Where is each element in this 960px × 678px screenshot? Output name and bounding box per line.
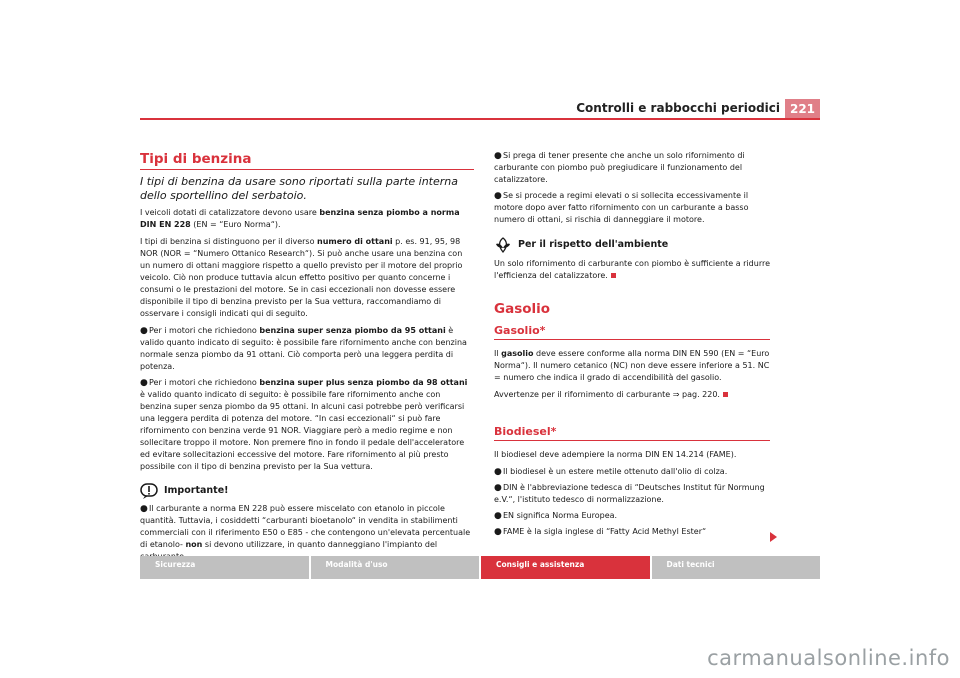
- page-reference-link[interactable]: Avvertenze per il rifornimento di carburante ⇒ pag. 220.: [494, 390, 720, 399]
- bold-run: gasolio: [501, 349, 534, 358]
- list-item: [140, 503, 474, 563]
- text-run: è valido quanto indicato di seguito: è possibile fare rifornimento anche con benzina super senza piombo da 95 ottani. In alcuni casi potrebbe però verificarsi una leggera perdita di potenza del motore. “In casi eccezionali“ si può fare rifornimento con benzina verde 91 NOR. Viaggiare però a medio regime e non sollecitare troppo il motore. Non premere fino in fondo il pedale dell'acceleratore ed evitare sollecitazioni eccessive del motore. Fare rifornimento al più presto possibile con il tipo di benzina previsto per la Sua vettura.: [140, 390, 465, 471]
- text-run: Un solo rifornimento di carburante con piombo è sufficiente a ridurre l'efficienza del catalizzatore.: [494, 259, 771, 280]
- list-item: [494, 466, 770, 478]
- text-run: è valido quanto indicato di seguito: è possibile fare rifornimento anche con benzina normale senza piombo da 91 ottani. Ciò comporta però una leggera perdita di potenza.: [140, 326, 467, 371]
- text-run: (EN = “Euro Norma“).: [190, 220, 281, 229]
- text-run: Il carburante a norma EN 228 può essere miscelato con etanolo in piccole quantità. Tuttavia, i cosiddetti “carburanti bioetanolo“ in vendita in stabilimenti commerciali con il riferimento E50 o E85 - che contengono un'elevata percentuale di etanolo-: [140, 504, 471, 549]
- list-item: [494, 482, 770, 506]
- text-run: Se si procede a regimi elevati o si sollecita eccessivamente il motore dopo aver fatto rifornimento con un carburante a basso numero di ottani, si rischia di danneggiare il motore.: [494, 191, 749, 224]
- important-note-header: [140, 483, 474, 499]
- next-page-arrow-icon[interactable]: [770, 532, 777, 542]
- bullet-icon: ●: [494, 467, 502, 477]
- list-item: [140, 325, 474, 373]
- text-run: I veicoli dotati di catalizzatore devono usare: [140, 208, 320, 217]
- text-run: Per i motori che richiedono: [149, 326, 260, 335]
- bullet-icon: ●: [140, 326, 148, 336]
- text-run: FAME è la sigla inglese di “Fatty Acid Methyl Ester“: [503, 527, 707, 536]
- text-run: Il biodiesel è un estere metile ottenuto dall'olio di colza.: [503, 467, 728, 476]
- lead-text: I tipi di benzina da usare sono riportati sulla parte interna dello sportellino del serbatoio.: [140, 175, 459, 202]
- tab-dati-tecnici[interactable]: Dati tecnici: [652, 556, 821, 579]
- header-rule: [140, 118, 820, 120]
- subheading-biodiesel: Biodiesel*: [494, 425, 557, 438]
- list-item: [494, 510, 770, 522]
- bullet-icon: ●: [494, 191, 502, 201]
- text-run: deve essere conforme alla norma DIN EN 590 (EN = “Euro Norma“). Il numero cetanico (NC) non deve essere inferiore a 51. NC = numero che indica il grado di accendibilità del gasolio.: [494, 349, 770, 382]
- paragraph-ottani: [140, 236, 474, 320]
- text-run: Si prega di tener presente che anche un solo rifornimento di carburante con piombo può pregiudicare il funzionamento del catalizzatore.: [494, 151, 745, 184]
- bullet-icon: ●: [494, 483, 502, 493]
- text-run: Per i motori che richiedono: [149, 378, 260, 387]
- section-heading-benzina: Tipi di benzina: [140, 151, 252, 167]
- tab-consigli-assistenza[interactable]: Consigli e assistenza: [481, 556, 650, 579]
- text-run: EN significa Norma Europea.: [503, 511, 618, 520]
- bold-run: numero di ottani: [317, 237, 393, 246]
- subheading-gasolio: Gasolio*: [494, 324, 546, 337]
- text-run: p. es. 91, 95, 98 NOR (NOR = “Numero Ottanico Research“). Si può anche usare una benzina con un numero di ottani maggiore rispetto a quello previsto per il motore del proprio veicolo. Ciò non produce tuttavia alcun effetto positivo per quanto concerne i consumi o le prestazioni del motore. Se in casi eccezionali non dovesse essere disponibile il tipo di benzina previsto per la Sua vettura, raccomandiamo di osservare i consigli indicati qui di seguito.: [140, 237, 463, 318]
- bullet-icon: ●: [140, 378, 148, 388]
- end-mark-icon: [611, 273, 616, 278]
- subheading-rule: [494, 339, 770, 340]
- page-number: 221: [785, 99, 820, 119]
- environment-title: Per il rispetto dell'ambiente: [518, 239, 669, 250]
- list-item: [140, 377, 474, 473]
- bullet-icon: ●: [494, 527, 502, 537]
- paragraph-biodiesel: Il biodiesel deve adempiere la norma DIN EN 14.214 (FAME).: [494, 450, 737, 459]
- paragraph-gasolio: [494, 348, 770, 384]
- leaf-icon: [494, 236, 512, 254]
- bold-run: benzina super senza piombo da 95 ottani: [259, 326, 446, 335]
- bold-run: benzina senza piombo a norma DIN EN 228: [140, 208, 460, 229]
- right-column: [494, 150, 770, 542]
- tab-modalita-uso[interactable]: Modalità d'uso: [311, 556, 480, 579]
- paragraph-environment: [494, 258, 770, 282]
- bullet-icon: ●: [494, 511, 502, 521]
- end-mark-icon: [723, 392, 728, 397]
- warning-icon: [140, 483, 158, 499]
- environment-note-header: [494, 236, 770, 254]
- subheading-rule: [494, 440, 770, 441]
- paragraph-catalizzatore: [140, 207, 474, 231]
- left-column: [140, 150, 474, 567]
- list-item: [494, 526, 770, 538]
- list-item: [494, 190, 770, 226]
- bold-run: benzina super plus senza piombo da 98 ottani: [259, 378, 468, 387]
- heading-rule: [140, 169, 474, 170]
- bold-run: non: [185, 540, 203, 549]
- bullet-icon: ●: [140, 504, 148, 514]
- section-heading-gasolio: Gasolio: [494, 301, 551, 317]
- important-title: Importante!: [164, 485, 229, 496]
- text-run: I tipi di benzina si distinguono per il diverso: [140, 237, 318, 246]
- list-item: [494, 150, 770, 186]
- text-run: Il: [494, 349, 502, 358]
- watermark: carmanualsonline.info: [707, 646, 950, 670]
- text-run: DIN è l'abbreviazione tedesca di “Deutsches Institut für Normung e.V.“, l'istituto tedesco di normalizzazione.: [494, 483, 765, 504]
- paragraph-refuel-reference: [494, 389, 770, 401]
- footer-nav: [140, 556, 820, 579]
- text-run: si devono utilizzare, in quanto danneggiano l'impianto del: [204, 540, 438, 549]
- bullet-icon: ●: [494, 151, 502, 161]
- tab-sicurezza[interactable]: Sicurezza: [140, 556, 309, 579]
- running-header-title: Controlli e rabbocchi periodici: [576, 101, 780, 115]
